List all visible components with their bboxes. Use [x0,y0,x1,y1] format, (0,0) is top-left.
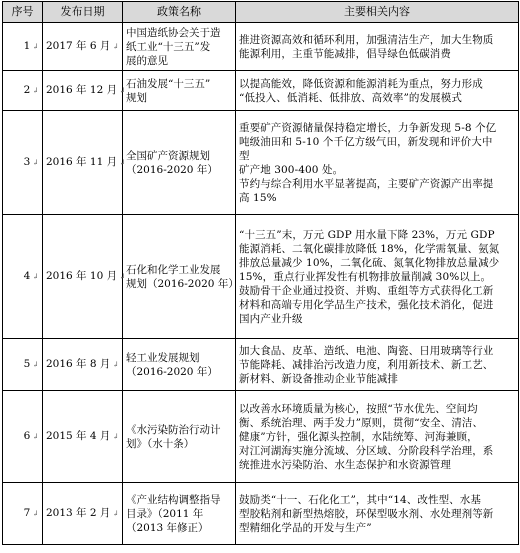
release-date: 2017 年 6 月 [46,40,111,52]
content-line: 型精细化学品的开发与生产” [239,521,372,534]
row-number: 4 [23,270,31,282]
content-line: 健康”方针，强化源头控制，水陆统筹、河海兼顾， [239,430,478,443]
content-line: 新材料、新设备推动企业节能减排 [239,372,398,385]
cell-marker-icon: ↲ [119,158,126,167]
release-date-cell [43,71,126,111]
content-line: 节约与综合利用水平显著提高，主要矿产资源产出率提 [239,177,494,190]
policy-name-cell [123,483,236,545]
table-row [3,391,519,483]
policy-name-line: 中国造纸协会关于造 [126,26,221,39]
content-line: “十三五”末，万元 GDP 用水量下降 23%，万元 GDP [239,228,495,241]
row-number-cell [3,339,43,391]
main-content-cell [236,483,519,545]
row-number-cell [3,215,43,339]
policy-name-line: 划》（水十条） [126,437,195,450]
policy-table [2,1,519,545]
row-number-cell [3,71,43,111]
header-cell: 发布日期 [43,2,123,23]
row-number-cell [3,483,43,545]
release-date-cell [43,339,123,391]
content-line: 矿产地 300-400 处。 [239,163,344,176]
release-date-cell [43,111,126,215]
content-line: 以改善水环境质量为核心，按照“节水优先、空间均 [239,402,478,415]
table-header-row [3,2,519,23]
table-row [3,339,519,391]
cell-marker-icon: ↲ [32,272,39,281]
content-line: 型 [239,149,250,162]
policy-name-cell [123,339,236,391]
release-date: 2016 年 8 月 [46,358,111,370]
table-row [3,71,519,111]
table-row [3,111,519,215]
main-content-cell [236,23,519,71]
release-date: 2015 年 4 月 [46,430,111,442]
content-line: 节能降耗、减排治污改造力度，利用新技术、新工艺、 [239,358,494,371]
content-line: 重要矿产资源储量保持稳定增长，力争新发现 5-8 个亿 [239,121,497,134]
content-line: 鼓励类“十一、石化化工”，其中“14、改性型、水基 [239,493,481,506]
row-number: 3 [23,156,31,168]
main-content-cell [236,391,519,483]
cell-marker-icon: ↲ [32,42,39,51]
table-row [3,215,519,339]
main-content-cell [236,215,519,339]
policy-name-line: 全国矿产资源规划 [126,149,210,162]
content-line: 高 15% [239,191,277,204]
header-cell: 政策名称 [123,2,236,23]
content-line: 型胶粘剂和新型热熔胶，环保型吸水剂、水处理剂等新 [239,507,494,520]
row-number-cell [3,111,43,215]
policy-name-line: 石化和化学工业发展 [126,263,221,276]
policy-name-line: 规划（2016-2020 年） [126,277,239,290]
cell-marker-icon: ↲ [32,158,39,167]
content-line: 统推进水污染防治、水生态保护和水资源管理 [239,458,451,471]
content-line: 排放总量减少 10%，二氧化硫、氮氧化物排放总量减少 [239,256,500,269]
header-cell: 序号 [3,2,43,23]
cell-marker-icon: ↲ [119,86,126,95]
release-date: 2016 年 10 月 [46,270,118,282]
policy-name-line: （2016-2020 年） [126,163,218,176]
cell-marker-icon: ↲ [32,360,39,369]
release-date: 2016 年 12 月 [46,84,118,96]
content-line: 以提高能效，降低资源和能源消耗为重点，努力形成 [239,77,483,90]
policy-name-line: 轻工业发展规划 [126,351,200,364]
cell-marker-icon: ↲ [112,42,120,51]
release-date-cell [43,391,123,483]
content-line: 能源利用，主重节能减排，倡导绿色低碳消费 [239,47,451,60]
policy-name-cell [123,111,236,215]
main-content-cell [236,339,519,391]
policy-name-cell [123,391,236,483]
policy-name-cell [123,23,236,71]
policy-name-line: 《水污染防治行动计 [126,423,221,436]
row-number: 7 [23,507,31,519]
policy-name-line: 纸工业“十三五”发 [126,40,211,53]
table-row [3,23,519,71]
cell-marker-icon: ↲ [119,272,126,281]
content-line: “低投入、低消耗、低排放、高效率”的发展模式 [239,91,462,104]
cell-marker-icon: ↲ [112,509,120,518]
policy-name-line: 目录》（2011 年 [126,507,204,520]
release-date-cell [43,483,123,545]
content-line: 对江河湖海实施分流域、分区域、分阶段科学治理，系 [239,444,494,457]
row-number: 1 [23,40,31,52]
release-date-cell [43,215,126,339]
cell-marker-icon: ↲ [32,432,39,441]
release-date: 2016 年 11 月 [46,156,118,168]
row-number-cell [3,23,43,71]
policy-name-line: （2016-2020 年） [126,365,218,378]
cell-marker-icon: ↲ [32,509,39,518]
row-number: 6 [23,430,31,442]
policy-name-line: 《产业结构调整指导 [126,493,221,506]
policy-name-cell [123,71,236,111]
content-line: 衡、系统治理、两手发力”原则，贯彻“安全、清洁、 [239,416,484,429]
policy-name-cell [123,215,239,339]
row-number: 2 [23,84,31,96]
content-line: 吨级油田和 5-10 个千亿方级气田，新发现和评价大中 [239,135,493,148]
content-line: 15%，重点行业挥发性有机物排放量削减 30%以上。 [239,270,492,283]
table-row [3,483,519,545]
cell-marker-icon: ↲ [32,86,39,95]
release-date-cell [43,23,123,71]
policy-name-line: 规划 [126,91,147,104]
release-date: 2013 年 2 月 [46,507,111,519]
row-number-cell [3,391,43,483]
content-line: 加大食品、皮革、造纸、电池、陶瓷、日用玻璃等行业 [239,344,494,357]
main-content-cell [236,111,519,215]
cell-marker-icon: ↲ [112,432,120,441]
main-content-cell [236,71,519,111]
policy-name-line: 展的意见 [126,54,168,67]
content-line: 推进资源高效和循环利用，加强清洁生产，加大生物质 [239,33,494,46]
content-line: 能源消耗、二氧化碳排放降低 18%，化学需氧量、氨氮 [239,242,500,255]
policy-name-line: 石油发展“十三五” [126,77,211,90]
cell-marker-icon: ↲ [112,360,120,369]
content-line: 国内产业升级 [239,312,303,325]
row-number: 5 [23,358,31,370]
header-cell: 主要相关内容 [236,2,519,23]
policy-name-line: （2013 年修正） [126,521,209,534]
content-line: 材料和高端专用化学品生产技术，强化技术消化，促进 [239,298,494,311]
content-line: 鼓励骨干企业通过投资、并购、重组等方式获得化工新 [239,284,494,297]
